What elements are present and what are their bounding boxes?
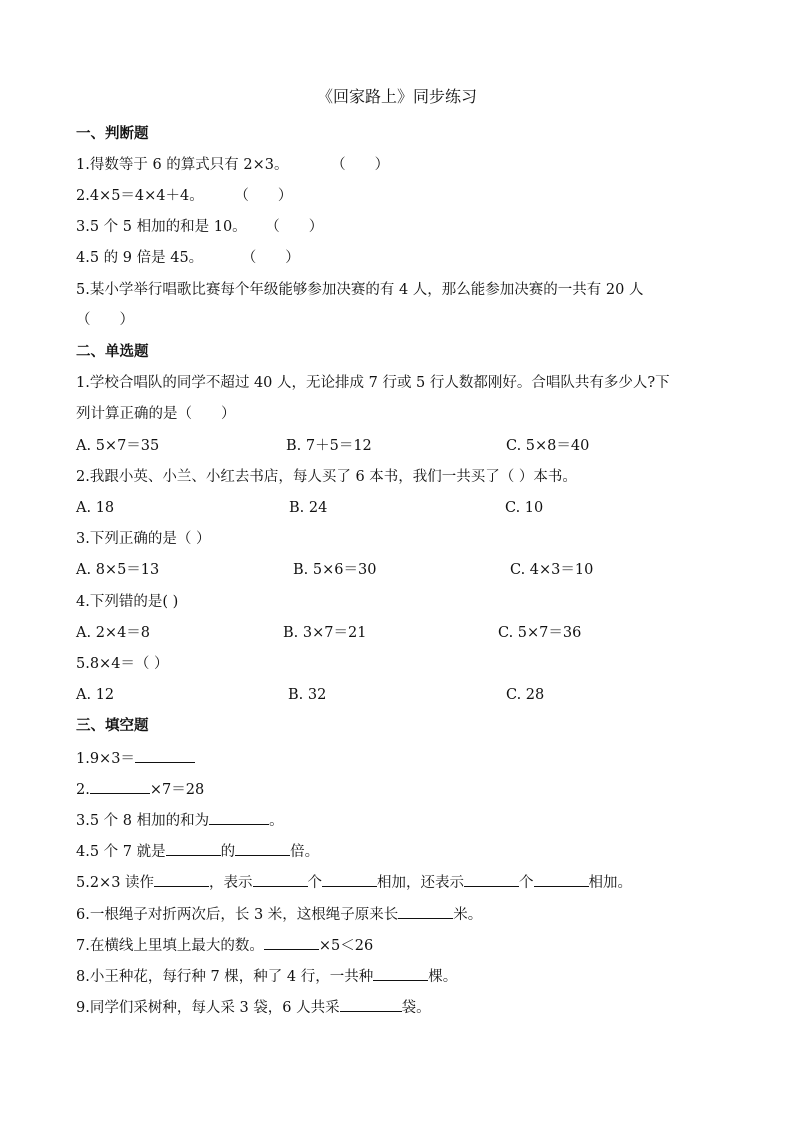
choice-question-5: 5.8×4＝（ ） xyxy=(76,656,169,672)
question-text: 倍。 xyxy=(290,844,320,860)
choice-4-option-a: A. 2×4＝8 xyxy=(76,625,151,641)
answer-blank[interactable] xyxy=(340,997,402,1012)
question-text: 5.2×3 读作 xyxy=(76,875,155,891)
fill-question-1 xyxy=(76,748,195,769)
judge-question-2 xyxy=(76,186,292,206)
answer-blank[interactable] xyxy=(90,779,150,794)
choice-2-option-c: C. 10 xyxy=(505,500,544,516)
question-text: 。 xyxy=(269,813,284,829)
choice-3-option-a: A. 8×5＝13 xyxy=(76,562,160,578)
question-text: 6.一根绳子对折两次后，长 3 米，这根绳子原来长 xyxy=(76,907,399,923)
question-text: 的 xyxy=(220,844,236,860)
judge-question-5 xyxy=(76,280,643,300)
answer-blank[interactable] xyxy=(264,935,319,950)
choice-2-option-a: A. 18 xyxy=(76,500,115,516)
question-text: 棵。 xyxy=(428,969,458,985)
choice-5-option-b: B. 32 xyxy=(288,687,327,703)
section-heading-judgement: 一、判断题 xyxy=(76,126,149,142)
choice-question-1-line2: 列计算正确的是（ ） xyxy=(76,406,236,422)
fill-question-5 xyxy=(76,872,632,893)
answer-blank[interactable] xyxy=(534,872,589,887)
choice-3-option-b: B. 5×6＝30 xyxy=(293,562,377,578)
question-text: 2. xyxy=(76,782,90,798)
question-text: 9.同学们采树种，每人采 3 袋，6 人共采 xyxy=(76,1000,340,1016)
choice-question-4: 4.下列错的是( ) xyxy=(76,594,179,610)
fill-question-3 xyxy=(76,810,284,831)
question-text: 4.5 个 7 就是 xyxy=(76,844,166,860)
question-text: 3.5 个 8 相加的和为 xyxy=(76,813,210,829)
question-text: 7.在横线上里填上最大的数。 xyxy=(76,938,264,954)
question-text: 5.某小学举行唱歌比赛每个年级能够参加决赛的有 4 人，那么能参加决赛的一共有 20 人 xyxy=(76,282,644,298)
question-text: 4.5 的 9 倍是 45。 xyxy=(76,250,204,266)
answer-blank[interactable] xyxy=(209,810,269,825)
answer-paren: （ ） xyxy=(331,157,390,173)
judge-question-1 xyxy=(76,155,389,175)
answer-paren: （ ） xyxy=(265,219,324,235)
question-text: ，表示 xyxy=(209,875,253,891)
section-heading-fill-blank: 三、填空题 xyxy=(76,718,149,734)
answer-blank[interactable] xyxy=(398,904,453,919)
fill-question-8 xyxy=(76,966,457,987)
page-title: 《回家路上》同步练习 xyxy=(316,87,477,106)
choice-1-option-a: A. 5×7＝35 xyxy=(76,438,160,454)
choice-4-option-c: C. 5×7＝36 xyxy=(498,625,582,641)
answer-paren: （ ） xyxy=(234,188,293,204)
answer-blank[interactable] xyxy=(235,841,290,856)
choice-question-1-line1: 1.学校合唱队的同学不超过 40 人，无论排成 7 行或 5 行人数都刚好。合唱队共有多少人?下 xyxy=(76,375,670,391)
section-heading-single-choice: 二、单选题 xyxy=(76,344,149,360)
answer-blank[interactable] xyxy=(154,872,209,887)
choice-2-option-b: B. 24 xyxy=(289,500,328,516)
question-text: 3.5 个 5 相加的和是 10。 xyxy=(76,219,247,235)
choice-3-option-c: C. 4×3＝10 xyxy=(510,562,594,578)
question-text: ×7＝28 xyxy=(149,782,205,798)
fill-question-4 xyxy=(76,841,319,862)
choice-question-3: 3.下列正确的是（ ） xyxy=(76,531,211,547)
answer-blank[interactable] xyxy=(166,841,221,856)
choice-5-option-c: C. 28 xyxy=(506,687,545,703)
judge-question-4 xyxy=(76,248,300,268)
question-text: 相加。 xyxy=(588,875,633,891)
answer-blank[interactable] xyxy=(373,966,428,981)
choice-5-option-a: A. 12 xyxy=(76,687,115,703)
question-text: 1.9×3＝ xyxy=(76,751,135,767)
answer-blank[interactable] xyxy=(322,872,377,887)
question-text: 2.4×5＝4×4＋4。 xyxy=(76,188,204,204)
answer-paren: （ ） xyxy=(241,250,300,266)
fill-question-6 xyxy=(76,904,482,925)
question-text: 袋。 xyxy=(401,1000,431,1016)
choice-question-2: 2.我跟小英、小兰、小红去书店，每人买了 6 本书，我们一共买了（ ）本书。 xyxy=(76,469,577,485)
choice-4-option-b: B. 3×7＝21 xyxy=(283,625,367,641)
question-text: 个 xyxy=(519,875,534,891)
judge-question-5-paren: （ ） xyxy=(76,312,134,328)
fill-question-2 xyxy=(76,779,204,800)
question-text: 个 xyxy=(307,875,323,891)
fill-question-7 xyxy=(76,935,373,956)
choice-1-option-b: B. 7＋5＝12 xyxy=(286,438,372,454)
question-text: 米。 xyxy=(453,907,483,923)
judge-question-3 xyxy=(76,217,323,237)
choice-1-option-c: C. 5×8＝40 xyxy=(506,438,590,454)
question-text: 1.得数等于 6 的算式只有 2×3。 xyxy=(76,157,289,173)
question-text: 相加，还表示 xyxy=(377,875,465,891)
question-text: ×5＜26 xyxy=(318,938,374,954)
answer-blank[interactable] xyxy=(464,872,519,887)
answer-blank[interactable] xyxy=(253,872,308,887)
fill-question-9 xyxy=(76,997,431,1018)
answer-blank[interactable] xyxy=(135,748,195,763)
question-text: 8.小王种花，每行种 7 棵，种了 4 行，一共种 xyxy=(76,969,374,985)
